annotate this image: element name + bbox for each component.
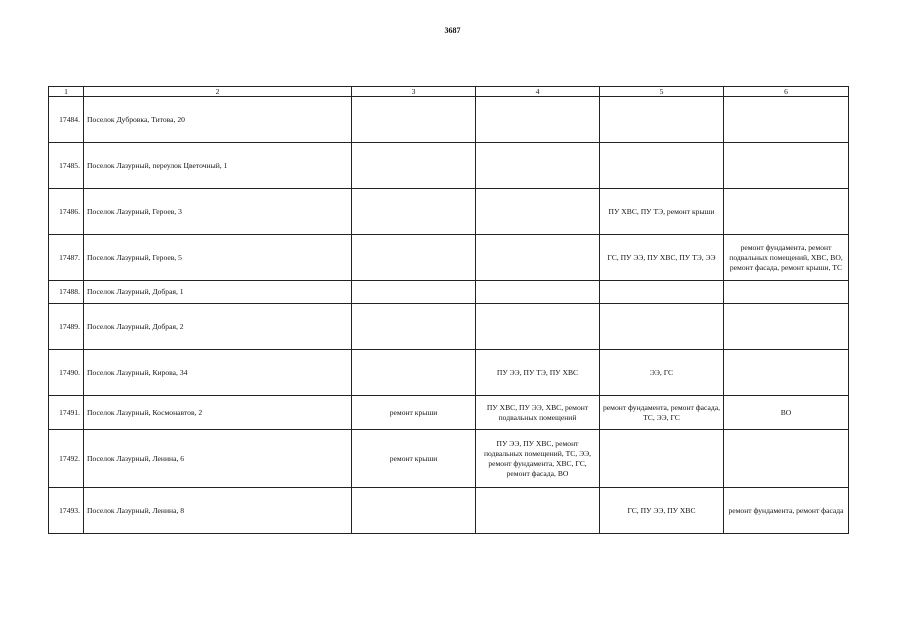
cell-col3 — [352, 97, 476, 143]
cell-col6 — [724, 350, 849, 396]
register-table — [48, 86, 849, 534]
column-header: 5 — [600, 87, 724, 97]
cell-col4: ПУ ХВС, ПУ ЭЭ, ХВС, ремонт подвальных помещений — [476, 396, 600, 430]
cell-col4 — [476, 235, 600, 281]
cell-col6 — [724, 430, 849, 488]
address-cell: Поселок Лазурный, Героев, 5 — [84, 235, 352, 281]
cell-col3: ремонт крыши — [352, 396, 476, 430]
column-header: 1 — [49, 87, 84, 97]
cell-col5: ремонт фундамента, ремонт фасада, ТС, ЭЭ, ГС — [600, 396, 724, 430]
cell-col5: ГС, ПУ ЭЭ, ПУ ХВС, ПУ ТЭ, ЭЭ — [600, 235, 724, 281]
cell-col4 — [476, 97, 600, 143]
cell-col3 — [352, 488, 476, 534]
address-cell: Поселок Лазурный, Добрая, 2 — [84, 304, 352, 350]
header-row — [49, 87, 849, 97]
address-cell: Поселок Лазурный, переулок Цветочный, 1 — [84, 143, 352, 189]
cell-col6 — [724, 304, 849, 350]
row-number: 17486. — [49, 189, 84, 235]
table-row — [49, 304, 849, 350]
address-cell: Поселок Лазурный, Кирова, 34 — [84, 350, 352, 396]
table-row — [49, 396, 849, 430]
cell-col3 — [352, 235, 476, 281]
row-number: 17484. — [49, 97, 84, 143]
cell-col3: ремонт крыши — [352, 430, 476, 488]
cell-col6: ВО — [724, 396, 849, 430]
cell-col5: ЭЭ, ГС — [600, 350, 724, 396]
cell-col4 — [476, 143, 600, 189]
cell-col5: ГС, ПУ ЭЭ, ПУ ХВС — [600, 488, 724, 534]
table-row — [49, 488, 849, 534]
cell-col5 — [600, 281, 724, 304]
row-number: 17490. — [49, 350, 84, 396]
row-number: 17493. — [49, 488, 84, 534]
cell-col6 — [724, 189, 849, 235]
table-row — [49, 281, 849, 304]
cell-col4: ПУ ЭЭ, ПУ ХВС, ремонт подвальных помещений, ТС, ЭЭ, ремонт фундамента, ХВС, ГС, ремонт фасада, ВО — [476, 430, 600, 488]
cell-col6: ремонт фундамента, ремонт фасада — [724, 488, 849, 534]
table-row — [49, 430, 849, 488]
column-header: 4 — [476, 87, 600, 97]
address-cell: Поселок Лазурный, Ленина, 6 — [84, 430, 352, 488]
cell-col4: ПУ ЭЭ, ПУ ТЭ, ПУ ХВС — [476, 350, 600, 396]
row-number: 17485. — [49, 143, 84, 189]
row-number: 17492. — [49, 430, 84, 488]
row-number: 17488. — [49, 281, 84, 304]
cell-col5 — [600, 430, 724, 488]
cell-col4 — [476, 304, 600, 350]
address-cell: Поселок Дубровка, Титова, 20 — [84, 97, 352, 143]
cell-col4 — [476, 488, 600, 534]
address-cell: Поселок Лазурный, Ленина, 8 — [84, 488, 352, 534]
column-header: 2 — [84, 87, 352, 97]
cell-col3 — [352, 281, 476, 304]
row-number: 17491. — [49, 396, 84, 430]
column-header: 3 — [352, 87, 476, 97]
cell-col3 — [352, 350, 476, 396]
table-row — [49, 97, 849, 143]
table-row — [49, 189, 849, 235]
cell-col3 — [352, 189, 476, 235]
address-cell: Поселок Лазурный, Космонавтов, 2 — [84, 396, 352, 430]
cell-col6 — [724, 143, 849, 189]
table-row — [49, 350, 849, 396]
cell-col5 — [600, 304, 724, 350]
cell-col6 — [724, 281, 849, 304]
cell-col6 — [724, 97, 849, 143]
cell-col3 — [352, 143, 476, 189]
column-header: 6 — [724, 87, 849, 97]
address-cell: Поселок Лазурный, Героев, 3 — [84, 189, 352, 235]
cell-col6: ремонт фундамента, ремонт подвальных помещений, ХВС, ВО, ремонт фасада, ремонт крыши, ТС — [724, 235, 849, 281]
page-number: 3687 — [444, 26, 461, 35]
cell-col4 — [476, 281, 600, 304]
table-row — [49, 143, 849, 189]
cell-col5 — [600, 143, 724, 189]
cell-col3 — [352, 304, 476, 350]
cell-col4 — [476, 189, 600, 235]
row-number: 17487. — [49, 235, 84, 281]
table-row — [49, 235, 849, 281]
address-cell: Поселок Лазурный, Добрая, 1 — [84, 281, 352, 304]
row-number: 17489. — [49, 304, 84, 350]
cell-col5: ПУ ХВС, ПУ ТЭ, ремонт крыши — [600, 189, 724, 235]
cell-col5 — [600, 97, 724, 143]
